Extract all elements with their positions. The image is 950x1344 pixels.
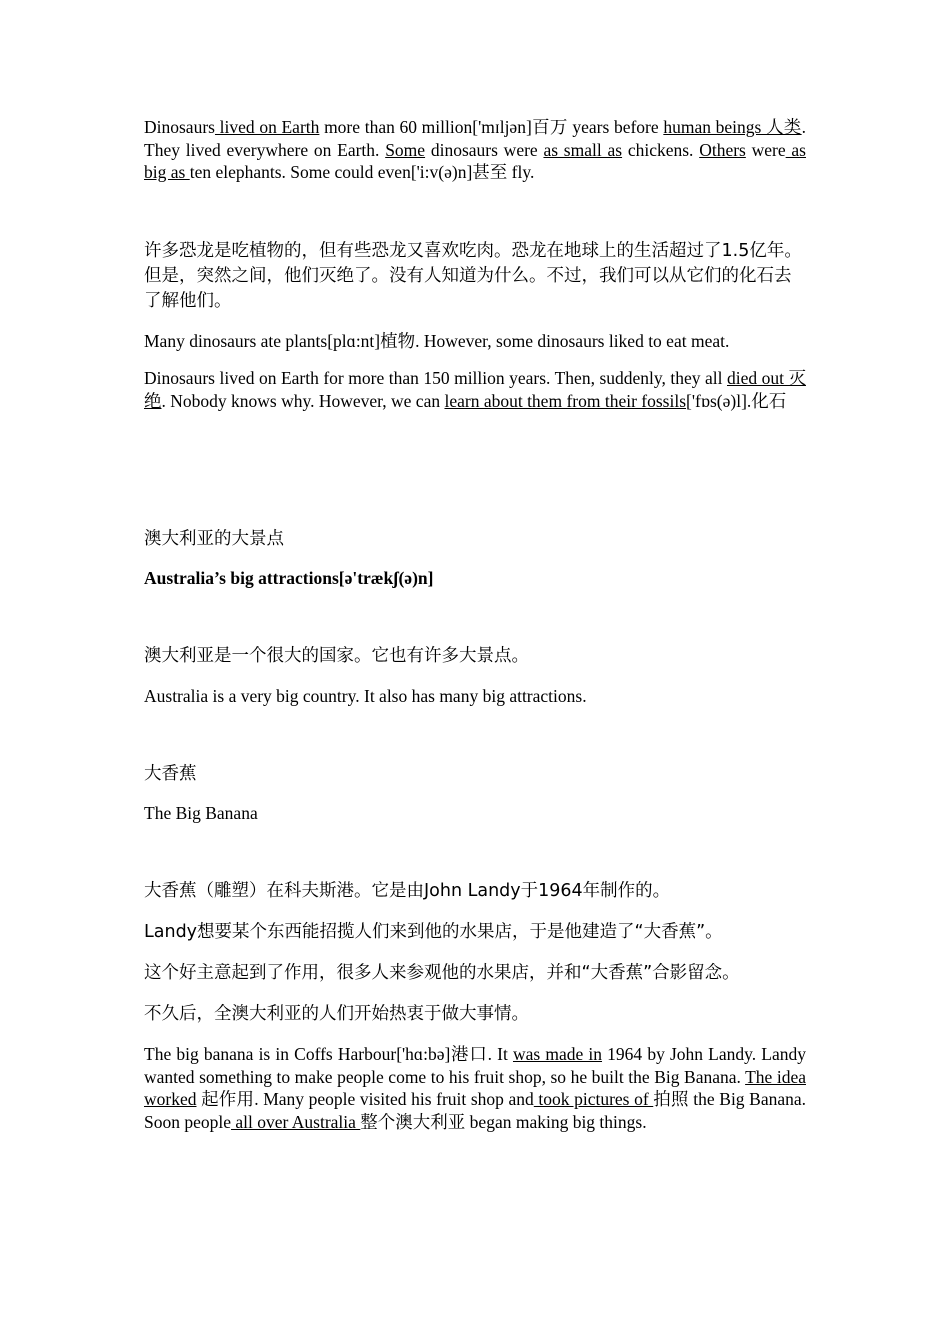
heading-australia-chinese: 澳大利亚的大景点 [144,529,284,549]
text: more than 60 million['mɪljən]百万 years before [319,117,664,137]
heading-big-banana-chinese: 大香蕉 [144,764,197,784]
heading-big-banana-english: The Big Banana [144,803,258,823]
text: ten elephants. Some could even['i:v(ə)n]甚至 fly. [189,162,535,182]
text: chickens. [622,139,700,160]
paragraph-big-banana-english [144,1043,806,1133]
underlined-phrase: The idea worked [144,1066,806,1109]
text: dinosaurs were [425,139,544,160]
paragraph-banana-cn-2: Landy想要某个东西能招揽人们来到他的水果店，于是他建造了“大香蕉”。 [144,922,723,942]
underlined-phrase: learn about them from their fossils [444,390,687,411]
text: . They lived everywhere on Earth. [144,117,806,160]
underlined-phrase: lived on Earth [214,117,320,137]
paragraph-banana-cn-3: 这个好主意起到了作用，很多人来参观他的水果店，并和“大香蕉”合影留念。 [144,963,740,983]
paragraph-dinosaurs-died-out [144,367,806,412]
text: The big banana is in Coffs Harbour['hɑ:bə]港口. It [144,1044,513,1064]
paragraph-dinosaurs-intro [144,116,806,184]
paragraph-banana-cn-1: 大香蕉（雕塑）在科夫斯港。它是由John Landy于1964年制作的。 [144,881,671,901]
underlined-phrase: died out 灭绝 [144,368,806,411]
text: Dinosaurs lived on Earth for more than 150 million years. Then, suddenly, they all [144,368,727,388]
heading-australia-english: Australia’s big attractions[ə'trækʃ(ə)n] [144,568,434,588]
text: . Nobody knows why. However, we can [161,390,445,411]
text: 1964 by John Landy. Landy wanted something to make people come to his fruit shop, so he built the Big Banana. [144,1044,806,1087]
paragraph-australia-chinese: 澳大利亚是一个很大的国家。它也有许多大景点。 [144,646,529,666]
paragraph-banana-cn-4: 不久后，全澳大利亚的人们开始热衷于做大事情。 [144,1004,529,1024]
text: were [745,139,786,160]
text: Dinosaurs [144,117,215,137]
underlined-phrase: Others [699,139,746,160]
underlined-phrase: as small as [543,139,623,160]
paragraph-dinosaurs-chinese: 许多恐龙是吃植物的，但有些恐龙又喜欢吃肉。恐龙在地球上的生活超过了1.5亿年。但是，突然之间，他们灭绝了。没有人知道为什么。不过，我们可以从它们的化石去了解他们。 [144,241,802,311]
paragraph-australia-english: Australia is a very big country. It also has many big attractions. [144,686,587,706]
underlined-phrase: took pictures of [533,1089,654,1109]
underlined-phrase: human beings 人类 [663,117,802,137]
text: 拍照 the Big Banana. Soon people [144,1089,806,1132]
text: ['fɒs(ə)l].化石 [686,390,787,411]
underlined-phrase: all over Australia [231,1111,361,1132]
underlined-phrase: Some [385,139,426,160]
underlined-phrase: as big as [144,139,806,182]
underlined-phrase: was made in [512,1044,603,1064]
text: 整个澳大利亚 began making big things. [360,1111,647,1132]
paragraph-dinosaurs-plants: Many dinosaurs ate plants[plɑ:nt]植物. However, some dinosaurs liked to eat meat. [144,331,730,351]
text: 起作用. Many people visited his fruit shop and [196,1089,534,1109]
